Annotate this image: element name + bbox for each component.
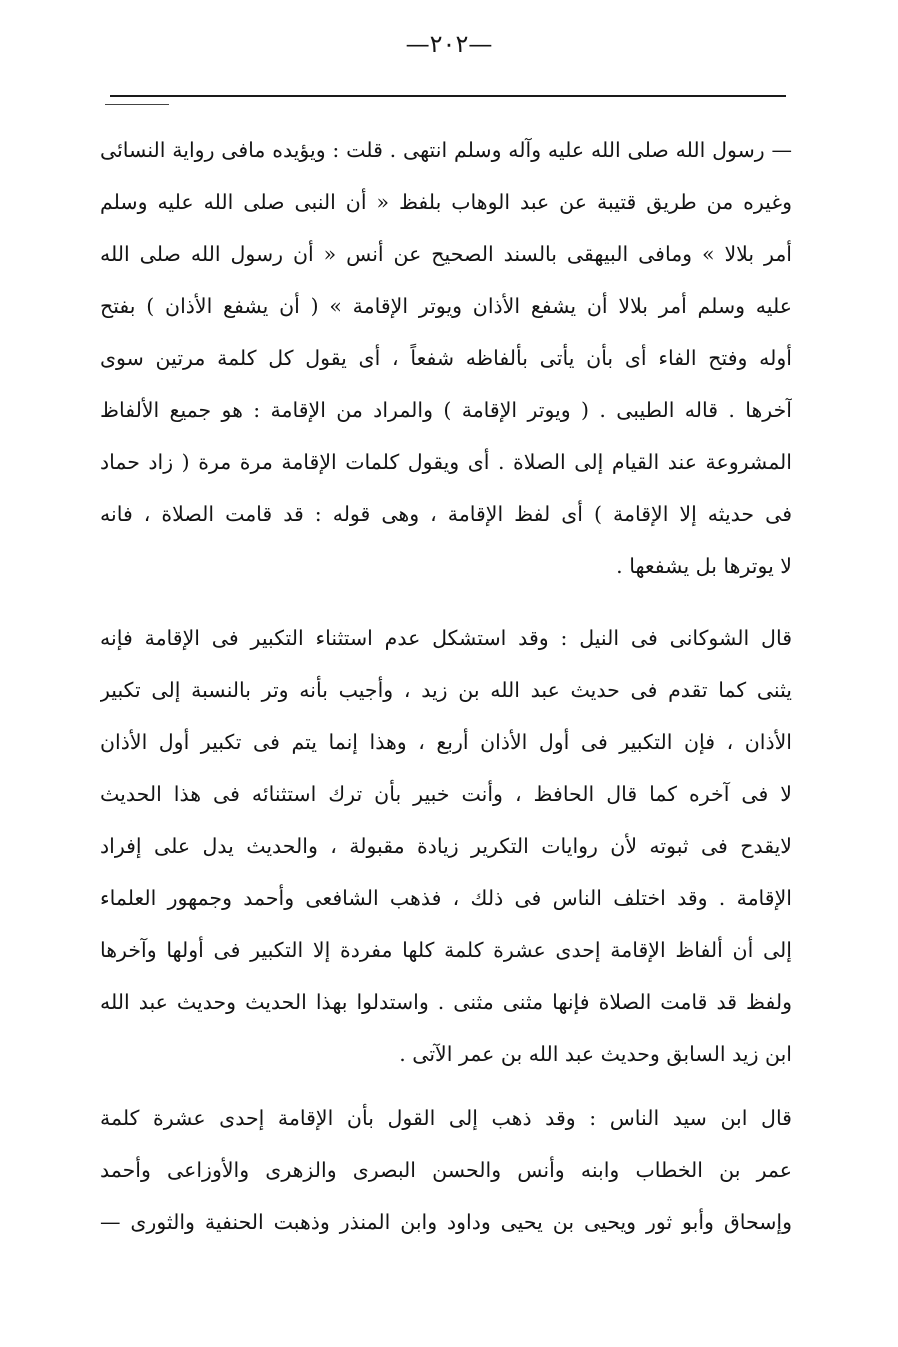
text-line: الإقامة . وقد اختلف الناس فى ذلك ، فذهب الشافعى وأحمد وجمهور العلماء (100, 886, 792, 910)
text-line: عليه وسلم أمر بلالا أن يشفع الأذان ويوتر الإقامة » ( أن يشفع الأذان ) بفتح (100, 294, 792, 318)
text-line: إلى أن ألفاظ الإقامة إحدى عشرة كلمة كلها مفردة إلا التكبير فى أولها وآخرها (100, 938, 792, 962)
text-line: قال الشوكانى فى النيل : وقد استشكل عدم استثناء التكبير فى الإقامة فإنه (100, 626, 792, 650)
header-rule (110, 95, 786, 97)
text-line: الأذان ، فإن التكبير فى أول الأذان أربع ، وهذا إنما يتم فى تكبير أول الأذان (100, 730, 792, 754)
text-line: لا يوترها بل يشفعها . (616, 554, 792, 578)
paragraph-gap (100, 592, 792, 612)
text-line: ولفظ قد قامت الصلاة فإنها مثنى مثنى . واستدلوا بهذا الحديث وحديث عبد الله (100, 990, 792, 1014)
paragraph-2 (100, 612, 792, 1080)
text-line: وإسحاق وأبو ثور ويحيى بن يحيى وداود وابن المنذر وذهبت الحنفية والثورى — (100, 1210, 792, 1234)
text-line: ابن زيد السابق وحديث عبد الله بن عمر الآتى . (399, 1042, 792, 1066)
header-rule-short (105, 104, 169, 105)
paragraph-1 (100, 124, 792, 592)
text-line: قال ابن سيد الناس : وقد ذهب إلى القول بأن الإقامة إحدى عشرة كلمة (100, 1106, 792, 1130)
text-line: أوله وفتح الفاء أى بأن يأتى بألفاظه شفعاً ، أى يقول كل كلمة مرتين سوى (100, 346, 792, 370)
text-line: المشروعة عند القيام إلى الصلاة . أى ويقول كلمات الإقامة مرة مرة ( زاد حماد (100, 450, 792, 474)
text-line: لا فى آخره كما قال الحافظ ، وأنت خبير بأن ترك استثنائه فى هذا الحديث (100, 782, 792, 806)
text-line: أمر بلالا » ومافى البيهقى بالسند الصحيح عن أنس « أن رسول الله صلى الله (100, 242, 792, 266)
text-line: فى حديثه إلا الإقامة ) أى لفظ الإقامة ، وهى قوله : قد قامت الصلاة ، فانه (100, 502, 792, 526)
text-line: لايقدح فى ثبوته لأن روايات التكرير زيادة مقبولة ، والحديث يدل على إفراد (100, 834, 792, 858)
paragraph-gap (100, 1080, 792, 1092)
page-body (100, 124, 792, 1248)
text-line: — رسول الله صلى الله عليه وآله وسلم انتهى . قلت : ويؤيده مافى رواية النسائى (100, 138, 792, 162)
text-line: آخرها . قاله الطيبى . ( ويوتر الإقامة ) والمراد من الإقامة : هو جميع الألفاظ (100, 398, 792, 422)
page-number: —٢٠٢— (405, 30, 493, 58)
text-line: عمر بن الخطاب وابنه وأنس والحسن البصرى والزهرى والأوزاعى وأحمد (100, 1158, 792, 1182)
text-line: وغيره من طريق قتيبة عن عبد الوهاب بلفظ « أن النبى صلى الله عليه وسلم (100, 190, 792, 214)
text-line: يثنى كما تقدم فى حديث عبد الله بن زيد ، وأجيب بأنه وتر بالنسبة إلى تكبير (100, 678, 792, 702)
paragraph-3 (100, 1092, 792, 1248)
